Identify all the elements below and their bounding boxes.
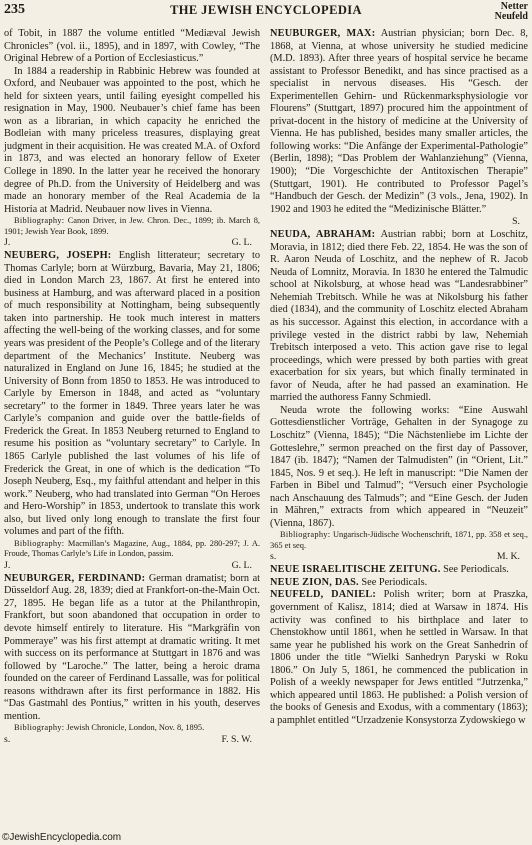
right-column [270, 28, 528, 727]
journal-title: THE JEWISH ENCYCLOPEDIA [170, 3, 362, 17]
bibliography-text: Macmillan’s Magazine, Aug., 1884, pp. 280-297; J. A. Froude, Thomas Carlyle’s Life in London, passim. [4, 538, 260, 559]
entry-headword: NEUBERG, JOSEPH: [4, 250, 112, 262]
signature-class: s. [4, 733, 11, 745]
bibliography-label: Bibliography: [14, 723, 65, 733]
bibliography [4, 216, 260, 237]
cross-reference-link[interactable]: See Periodicals. [443, 564, 509, 576]
entry-headword: NEUDA, ABRAHAM: [270, 229, 376, 241]
entry-neuberg-joseph [4, 250, 260, 539]
entry-headword: NEUE ISRAELITISCHE ZEITUNG. [270, 564, 441, 576]
bibliography-label: Bibliography: [14, 538, 65, 548]
entry-headword: NEUBURGER, MAX: [270, 28, 376, 39]
bibliography-label: Bibliography: [14, 216, 65, 226]
entry-neuburger-max [270, 28, 528, 216]
bibliography-label: Bibliography: [280, 530, 331, 540]
entry-headword: NEUBURGER, FERDINAND: [4, 572, 146, 584]
signature-line [270, 216, 528, 227]
signature-line [4, 237, 260, 248]
entry-neue-israelitische-zeitung [270, 564, 528, 577]
signature-line [270, 551, 528, 562]
cross-reference-link[interactable]: See Periodicals. [361, 576, 428, 588]
signature-class: s. [270, 551, 277, 563]
entry-body: German dramatist; born at Düsseldorf Aug. 28, 1839; died at Frankfort-on-the-Main Oct. 27, 1895. He began life as a tutor at the Philanthropin, Frankfort, but soon abandoned that occupation in order to devote himself entirely to literature. His “Markgräfin von Pommeraye” was his first attempt at dramatic writing. It met with success on its performance at Stuttgart in 1876 and was followed by “Laroche.” The latter, being a heroic drama founded on the career of Ferdinand Lassalle, was for political reasons withdrawn after its first performance in 1882. His “Das Gastmahl des Pontius,” written in his youth, deserves mention. [4, 572, 260, 722]
left-column [4, 28, 260, 747]
signature-line [4, 560, 260, 571]
bibliography-text: Canon Driver, in Jew. Chron. Dec., 1899; ib. March 8, 1901; Jewish Year Book, 1899. [4, 216, 260, 236]
page-header [4, 2, 528, 26]
running-head-first: Netter [500, 1, 528, 12]
entry-body: Polish writer; born at Praszka, government of Kalisz, 1814; died at Warsaw in 1874. His activity was confined to his birthplace and later to Chenstokhow until 1861, when he settled in Warsaw. In that same year he published his work on the Great Sanhedrin of 1806 under the title “Wielki Sanhedryn Paryski w Roku 1806.” On July 5, 1861, he commenced the publication in Polish of a weekly newspaper for Jews entitled “Jutrzenka,” which appeared until 1863. He published: a Polish version of the books of Genesis and Exodus, with a commentary (1863); a pamphlet entitled “Urzadzenie Konsystorza Zydowskiego w [270, 589, 528, 726]
running-head-last: Neufeld [494, 11, 528, 22]
neubauer-continued-paragraph: of Tobit, in 1887 the volume entitled “Mediæval Jewish Chronicles” (vol. ii., 1895), and in 1897, with Cowley, “The Original Hebrew of a Portion of Ecclesiasticus.” [4, 28, 260, 65]
bibliography [4, 723, 260, 734]
entry-body: Austrian physician; born Dec. 8, 1868, at Vienna, at whose university he studied medicine (M.D. 1893). After three years of hospital service he became assistant to Professor Benedikt, and has since practised as a specialist in nervous diseases. His “Gesch. der Experimentellen Gehirn- und Rückenmarksphysiologie vor Flourens” (Stuttgart, 1897) procured him the appointment of privat-docent in the history of medicine at the University of Vienna. He has published, besides many smaller articles, the following works: “Die Anfänge der Experimental-Pathologie” (Berlin, 1898); “Das Problem der Wahlanziehung” (Vienna, 1900); “Die Vorgeschichte der Antitoxischen Therapie” (Stuttgart, 1901). He contributed to Professor Pagel’s “Handbuch der Gesch. der Medizin” (3 vols., Jena, 1902). In 1902 and 1903 he edited the “Medizinische Blätter.” [270, 28, 528, 215]
entry-body: Austrian rabbi; born at Loschitz, Moravia, in 1812; died there Feb. 22, 1854. He was the son of R. Aaron Neuda of Loschitz, and the nephew of R. Jacob Neuda of Lomnitz, Moravia. In 1830 he entered the Talmudic school at Nikolsburg, at whose head was “Landesrabbiner” Nehemiah Trebitsch. While he was at Nikolsburg his father died (1834), and the community of Loschitz elected Abraham as his successor. Against this election, in accordance with a privilege vested in the district rabbi by law, Nehemiah Trebitsch interposed a veto. This action gave rise to legal proceedings, which were pressed by both parties with great exacerbation for six years, but which finally terminated in favor of Neuda, after he had passed an examination. He married the authoress Fanny Schmiedl. [270, 229, 528, 404]
neubauer-paragraph: In 1884 a readership in Rabbinic Hebrew was founded at Oxford, and Neubauer was appointed to the post, which he held for sixteen years, until failing eyesight compelled his resignation in May, 1900. Neubauer’s chief fame has been won as a librarian, in which capacity he enriched the Bodleian with many priceless treasures, displaying great judgment in their acquisition. He was created M.A. of Oxford in 1873, and was elected an honorary fellow of Exeter College in 1890. In the latter year he received the honorary degree of Ph.D. from the University of Heidelberg and was made an honorary member of the Real Academia de la Historia at Madrid. Neubauer now lives in Vienna. [4, 65, 260, 215]
running-head [495, 2, 528, 22]
bibliography [270, 530, 528, 551]
entry-neue-zion [270, 577, 528, 590]
signature-initials: G. L. [231, 559, 252, 571]
signature-initials: G. L. [231, 237, 252, 249]
copyright-footer: ©JewishEncyclopedia.com [2, 832, 122, 843]
entry-neuburger-ferdinand [4, 573, 260, 724]
signature-initials: F. S. W. [221, 733, 252, 745]
signature-line [4, 734, 260, 745]
signature-class: J. [4, 237, 11, 249]
entry-paragraph: Neuda wrote the following works: “Eine Auswahl Gottesdienstlicher Vorträge, Gehalten in der Synagoge zu Loschitz” (Vienna, 1845); “Die Nächstenliebe im Lichte der Gotteslehre,” sermon preached on the first day of Passover, 1847 (ib. 1847); “Namen der Talmudisten” (in “Orient, Lit.” 1845, Nos. 9 et seq.). He left in manuscript: “Die Namen der Farben in Bibel und Talmud”; “Versuch einer Psychologie nach Anschauung des Talmuds”; and “Eine Gesch. der Juden in Mähren,” extracts from which appeared in “Neuzeit” (Vienna, 1867). [270, 404, 528, 529]
signature-initials: M. K. [496, 551, 520, 563]
bibliography-text: Ungarisch-Jüdische Wochenschrift, 1871, pp. 358 et seq., 365 et seq. [270, 530, 529, 550]
page-number: 235 [4, 2, 25, 17]
entry-headword: NEUFELD, DANIEL: [270, 589, 377, 601]
entry-neuda-abraham [270, 229, 528, 405]
entry-headword: NEUE ZION, DAS. [270, 576, 359, 588]
entry-neufeld-daniel [270, 589, 528, 727]
signature-initials: S. [512, 216, 520, 228]
entry-body: English litterateur; secretary to Thomas Carlyle; born at Würzburg, Bavaria, May 21, 1806; died in London March 23, 1867. At first he entered into business at Hamburg, and was afterward placed in a position of much responsibility at Nottingham, being subsequently taken into partnership. He took much interest in matters affecting the well-being of the working classes, and for some years was president of the People’s College and of the literary department of the Mechanics’ Institute. Neuberg was naturalized in England on June 16, 1845; he studied at the University of Bonn from 1850 to 1853. He was introduced to Carlyle by Emerson in 1848, and acted as “voluntary secretary” to the former in 1849. Three years later he was Carlyle’s companion and guide over the battle-fields of Frederick the Great. In 1853 Neuberg returned to England to resume his position as “voluntary secretary” to Carlyle. In 1865 Carlyle published the last volumes of his life of Frederick the Great, in one of which is the dedication “To Joseph Neuberg, Esq., my faithful attendant and helper in this work.” Neuberg, who had translated into German “On Heroes and Hero-Worship” in 1853, undertook to translate this work also, but lived only long enough to translate the first four volumes and part of the fifth. [4, 250, 260, 538]
signature-class: J. [4, 559, 11, 571]
bibliography [4, 539, 260, 560]
bibliography-text: Jewish Chronicle, London, Nov. 8, 1895. [66, 723, 205, 733]
